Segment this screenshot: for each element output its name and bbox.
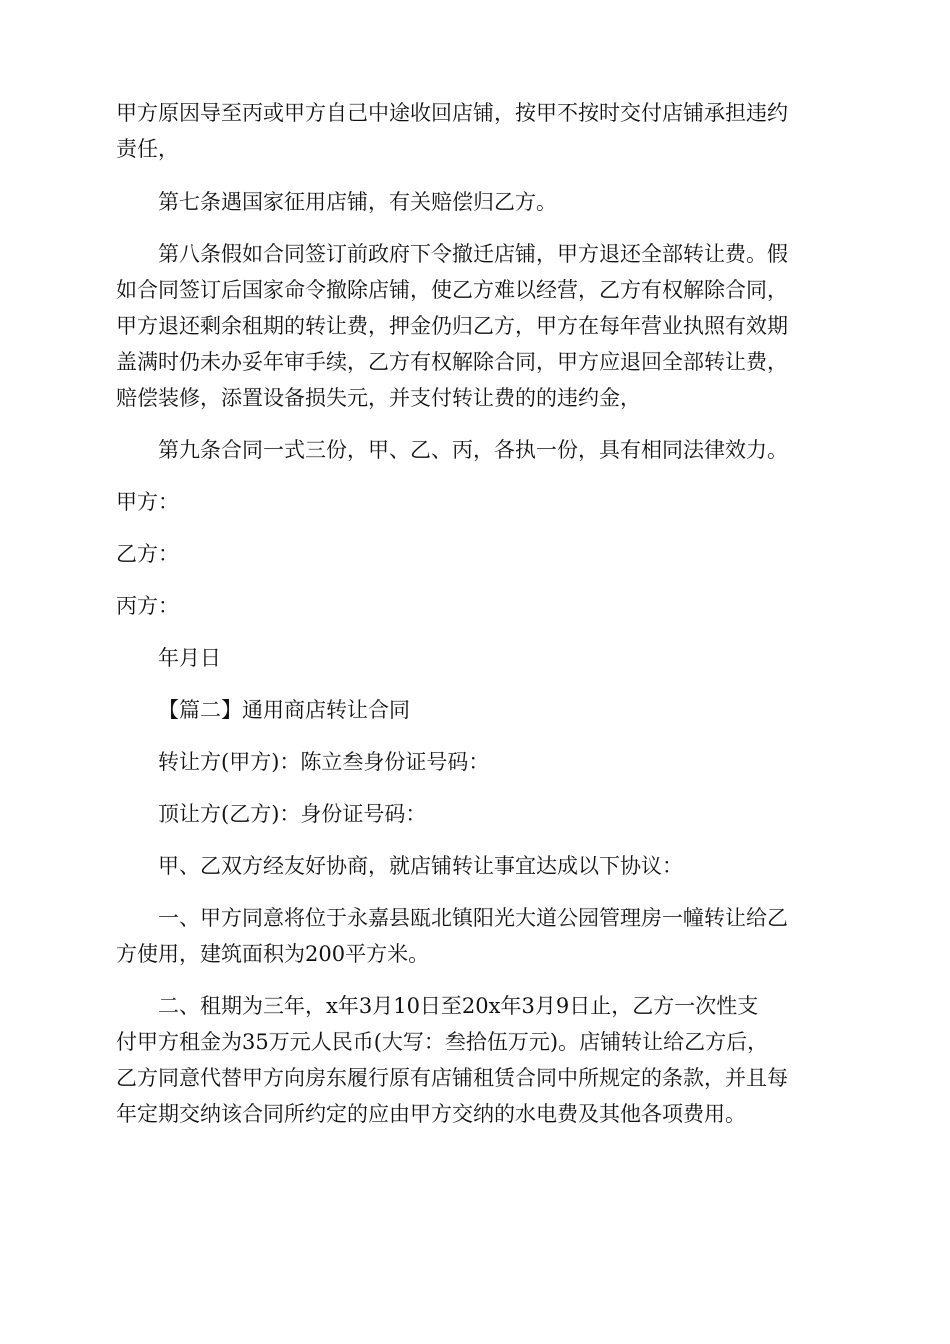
paragraph-article-9: 第九条合同一式三份，甲、乙、丙，各执一份，具有相同法律效力。 [158,438,788,462]
transferor-line: 转让方(甲方)：陈立叁身份证号码： [158,750,490,774]
text-line: 方使用，建筑面积为200平方米。 [116,942,430,966]
document-page [116,95,834,1132]
section-title: 【篇二】通用商店转让合同 [158,698,410,722]
signature-party-c: 丙方： [116,594,179,618]
clause-1 [116,900,834,972]
clause-2 [116,988,834,1132]
signature-party-a: 甲方： [116,490,179,514]
text-line: 二、租期为三年，x年3月10日至20x年3月9日止，乙方一次性支 [158,994,759,1018]
text-line: 一、甲方同意将位于永嘉县瓯北镇阳光大道公园管理房一幢转让给乙 [158,906,788,930]
text-line: 付甲方租金为35万元人民币(大写：叁拾伍万元)。店铺转让给乙方后， [116,1030,769,1054]
text-line: 甲方原因导至丙或甲方自己中途收回店铺，按甲不按时交付店铺承担违约 [116,101,788,125]
date-line: 年月日 [158,646,221,670]
paragraph-article-8 [116,236,834,416]
transferee-line: 顶让方(乙方)：身份证号码： [158,802,427,826]
agreement-intro: 甲、乙双方经友好协商，就店铺转让事宜达成以下协议： [158,854,683,878]
signature-party-b: 乙方： [116,542,179,566]
paragraph-breach-responsibility [116,95,834,167]
text-line: 年定期交纳该合同所约定的应由甲方交纳的水电费及其他各项费用。 [116,1102,746,1126]
text-line: 甲方退还剩余租期的转让费，押金仍归乙方，甲方在每年营业执照有效期 [116,314,788,338]
text-line: 盖满时仍未办妥年审手续，乙方有权解除合同，甲方应退回全部转让费， [116,350,788,374]
text-line: 责任， [116,137,179,161]
text-line: 乙方同意代替甲方向房东履行原有店铺租赁合同中所规定的条款，并且每 [116,1066,788,1090]
text-line: 赔偿装修，添置设备损失元，并支付转让费的的违约金， [116,386,641,410]
text-line: 如合同签订后国家命令撤除店铺，使乙方难以经营，乙方有权解除合同， [116,278,788,302]
paragraph-article-7: 第七条遇国家征用店铺，有关赔偿归乙方。 [158,190,557,214]
text-line: 第八条假如合同签订前政府下令撤迁店铺，甲方退还全部转让费。假 [158,242,788,266]
